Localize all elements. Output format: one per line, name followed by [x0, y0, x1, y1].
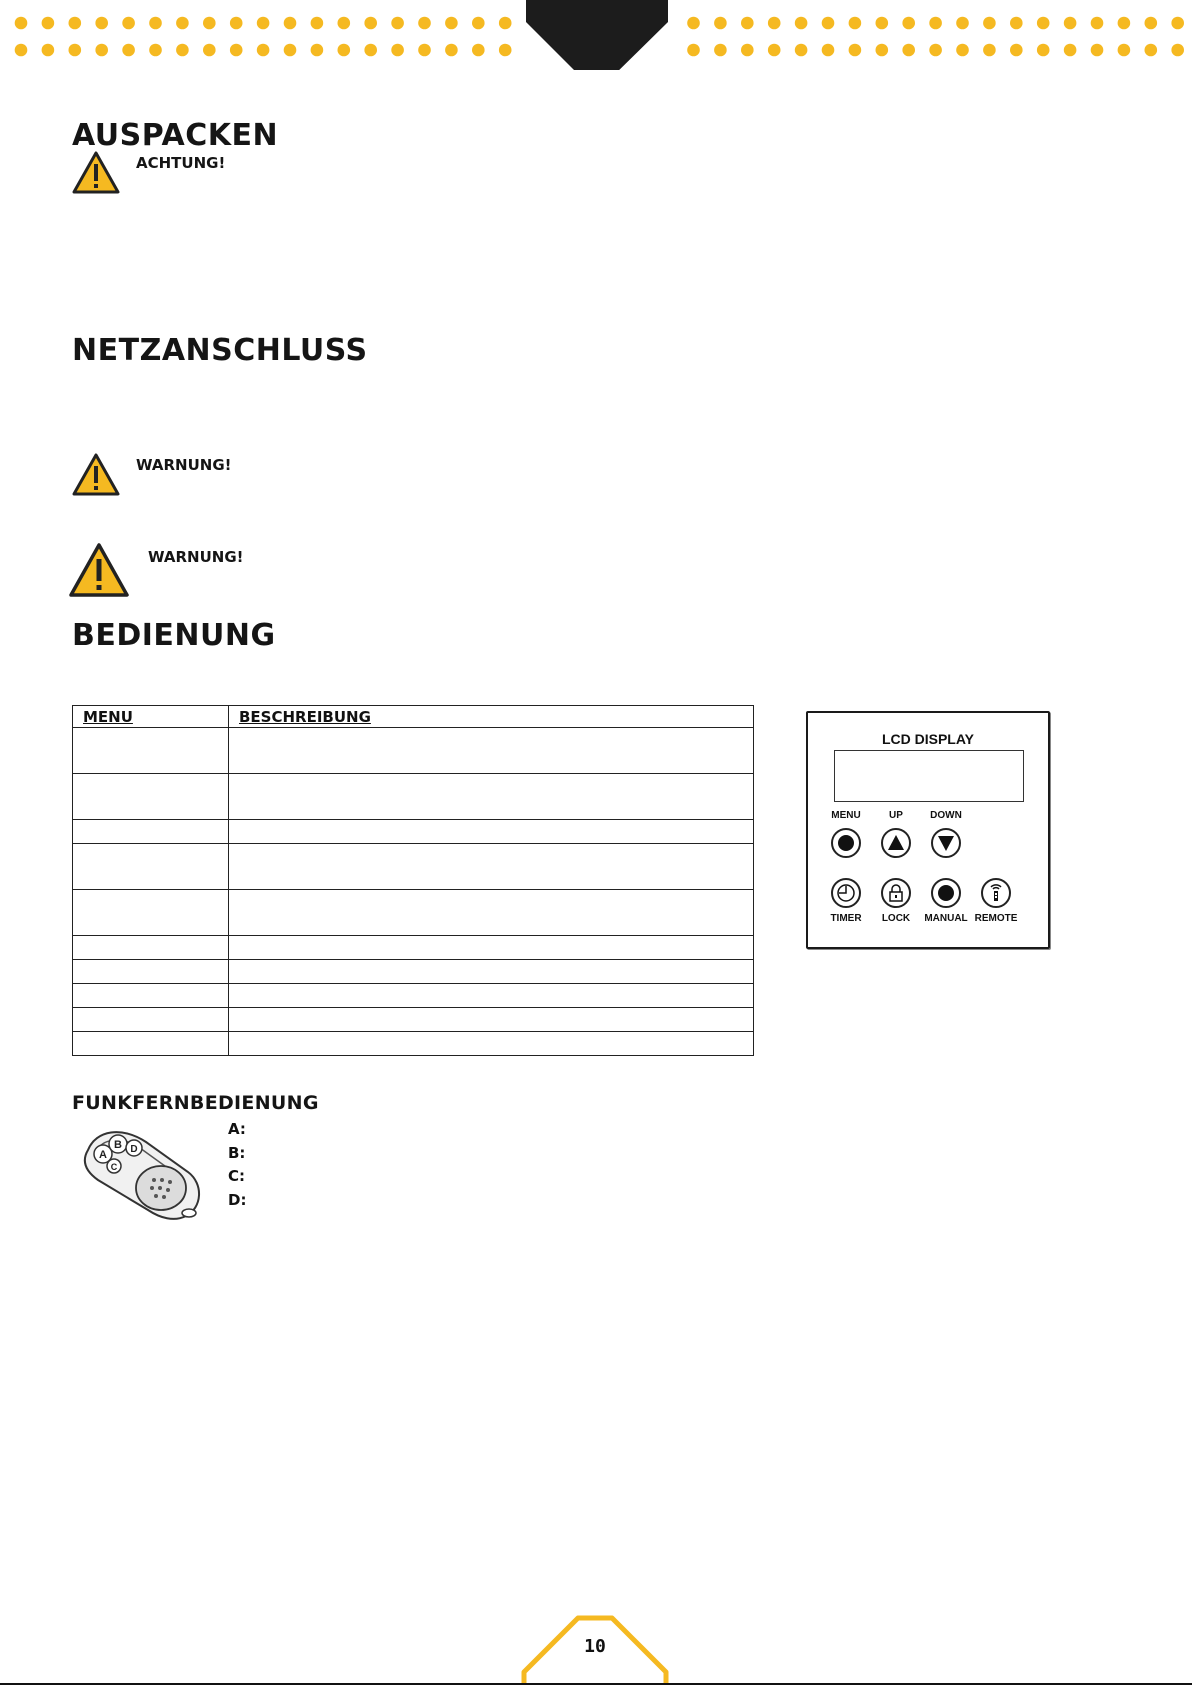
- warning-triangle-icon: [67, 541, 131, 599]
- header-dot: [929, 17, 942, 30]
- table-cell: [73, 844, 229, 890]
- header-dot: [741, 44, 754, 57]
- header-dot: [768, 17, 781, 30]
- remote-key-a-label: A:: [228, 1120, 246, 1138]
- table-cell: [73, 984, 229, 1008]
- header-dot: [338, 44, 351, 57]
- remote-key-d-label: D:: [228, 1190, 247, 1209]
- table-cell: [229, 984, 754, 1008]
- header-dot: [1091, 17, 1104, 30]
- down-button-label: DOWN: [930, 810, 962, 821]
- table-cell: [229, 960, 754, 984]
- warning-triangle-icon: [71, 150, 121, 195]
- menu-button: [831, 828, 861, 858]
- table-cell: [229, 820, 754, 844]
- table-row: [73, 960, 754, 984]
- header-dot: [1037, 17, 1050, 30]
- header-dot: [149, 17, 162, 30]
- header-dot: [15, 17, 28, 30]
- table-cell: [73, 774, 229, 820]
- header-dot: [257, 44, 270, 57]
- header-dot: [418, 17, 431, 30]
- header-dot: [445, 17, 458, 30]
- header-dot: [768, 44, 781, 57]
- table-cell: [229, 936, 754, 960]
- header-dot: [176, 44, 189, 57]
- table-cell: [73, 1032, 229, 1056]
- warning-label-1: WARNUNG!: [136, 456, 232, 474]
- table-row: [73, 820, 754, 844]
- triangle-up-icon: [887, 834, 905, 852]
- header-dot: [391, 17, 404, 30]
- header-dot: [284, 17, 297, 30]
- header-chevron: [526, 0, 668, 70]
- header-dot: [1064, 17, 1077, 30]
- header-dot: [472, 44, 485, 57]
- table-cell: [229, 774, 754, 820]
- header-dot: [876, 44, 889, 57]
- heading-bedienung: BEDIENUNG: [72, 618, 276, 653]
- remote-key-b-label: B:: [228, 1143, 246, 1162]
- remote-key-c: C: [110, 1162, 118, 1172]
- header-dot: [795, 44, 808, 57]
- manual-button-label: MANUAL: [924, 913, 968, 924]
- header-dot: [42, 44, 55, 57]
- header-dot: [983, 17, 996, 30]
- remote-icon: [986, 883, 1006, 903]
- header-dot: [714, 44, 727, 57]
- heading-auspacken: AUSPACKEN: [72, 118, 279, 153]
- header-dot: [69, 44, 82, 57]
- header-dot: [902, 17, 915, 30]
- table-row: [73, 984, 754, 1008]
- timer-button-label: TIMER: [830, 913, 862, 924]
- header-dot: [284, 44, 297, 57]
- menu-table: [72, 705, 754, 1056]
- remote-control-icon: [76, 1118, 206, 1228]
- header-dot: [230, 17, 243, 30]
- header-dot: [69, 17, 82, 30]
- lcd-control-panel: [806, 711, 1050, 949]
- table-row: [73, 890, 754, 936]
- up-button: [881, 828, 911, 858]
- header-dot: [1171, 44, 1184, 57]
- table-cell: [73, 936, 229, 960]
- header-dot: [822, 17, 835, 30]
- table-row: [73, 936, 754, 960]
- table-row: [73, 844, 754, 890]
- heading-netzanschluss: NETZANSCHLUSS: [72, 333, 368, 368]
- table-cell: [73, 728, 229, 774]
- header-dot: [391, 44, 404, 57]
- page-number: 10: [584, 1636, 606, 1657]
- table-cell: [229, 890, 754, 936]
- table-cell: [229, 1008, 754, 1032]
- header-dot: [122, 44, 135, 57]
- header-dot: [1118, 44, 1131, 57]
- table-header-description: BESCHREIBUNG: [229, 706, 754, 728]
- table-row: [73, 1032, 754, 1056]
- caution-label: ACHTUNG!: [136, 154, 226, 172]
- header-dot: [956, 44, 969, 57]
- header-dot: [203, 44, 216, 57]
- timer-button: [831, 878, 861, 908]
- header-dot: [15, 44, 28, 57]
- table-cell: [73, 960, 229, 984]
- header-dot: [1171, 17, 1184, 30]
- up-button-label: UP: [889, 810, 903, 821]
- header-dot: [822, 44, 835, 57]
- lock-icon: [886, 883, 906, 903]
- header-dot: [122, 17, 135, 30]
- header-dot: [1091, 44, 1104, 57]
- header-dot: [338, 17, 351, 30]
- header-dot: [95, 17, 108, 30]
- header-dot: [311, 44, 324, 57]
- lock-button-label: LOCK: [881, 913, 911, 924]
- header-dot: [203, 17, 216, 30]
- header-dot: [1010, 17, 1023, 30]
- table-row: [73, 1008, 754, 1032]
- header-dot: [364, 44, 377, 57]
- header-dot: [1064, 44, 1077, 57]
- header-dot: [687, 17, 700, 30]
- record-dot-icon: [937, 884, 955, 902]
- lock-button: [881, 878, 911, 908]
- header-dot: [230, 44, 243, 57]
- table-row: [73, 728, 754, 774]
- table-cell: [229, 1032, 754, 1056]
- header-dot: [983, 44, 996, 57]
- header-dot: [1145, 44, 1158, 57]
- header-dot: [849, 44, 862, 57]
- header-dot: [472, 17, 485, 30]
- header-dot: [1145, 17, 1158, 30]
- header-dot: [445, 44, 458, 57]
- table-cell: [229, 728, 754, 774]
- table-header-menu: MENU: [73, 706, 229, 728]
- header-dot: [1037, 44, 1050, 57]
- header-dot: [1118, 17, 1131, 30]
- header-dot: [418, 44, 431, 57]
- remote-key-a: A: [99, 1149, 107, 1161]
- timer-icon: [836, 883, 856, 903]
- warning-triangle-icon: [71, 452, 121, 497]
- down-button: [931, 828, 961, 858]
- header-dot: [95, 44, 108, 57]
- header-dot: [956, 17, 969, 30]
- heading-funkfernbedienung: FUNKFERNBEDIENUNG: [72, 1092, 319, 1114]
- remote-key-c-label: C:: [228, 1167, 246, 1185]
- header-dot: [687, 44, 700, 57]
- header-dot: [311, 17, 324, 30]
- menu-button-label: MENU: [831, 810, 861, 821]
- header-dot: [1010, 44, 1023, 57]
- header-dot: [176, 17, 189, 30]
- table-header-row: [73, 706, 754, 728]
- table-row: [73, 774, 754, 820]
- header-dot: [499, 17, 512, 30]
- lcd-screen: [834, 750, 1024, 802]
- header-dot: [795, 17, 808, 30]
- header-dot: [929, 44, 942, 57]
- warning-label-2: WARNUNG!: [148, 548, 244, 566]
- lcd-panel-title: LCD DISPLAY: [881, 731, 975, 747]
- header-dot: [714, 17, 727, 30]
- manual-button: [931, 878, 961, 908]
- table-cell: [229, 844, 754, 890]
- remote-key-b: B: [114, 1139, 122, 1151]
- header-dot: [499, 44, 512, 57]
- header-dot: [364, 17, 377, 30]
- remote-key-d: D: [130, 1144, 138, 1155]
- remote-button: [981, 878, 1011, 908]
- table-cell: [73, 890, 229, 936]
- table-cell: [73, 820, 229, 844]
- header-dot: [149, 44, 162, 57]
- header-dot: [902, 44, 915, 57]
- header-dot: [741, 17, 754, 30]
- triangle-down-icon: [937, 834, 955, 852]
- record-dot-icon: [837, 834, 855, 852]
- header-dot: [42, 17, 55, 30]
- remote-key-list: [228, 1118, 246, 1212]
- header-dot: [257, 17, 270, 30]
- header-dot: [849, 17, 862, 30]
- table-cell: [73, 1008, 229, 1032]
- remote-button-label: REMOTE: [974, 913, 1018, 924]
- header-dot: [876, 17, 889, 30]
- header-dot-pattern: [0, 0, 1192, 70]
